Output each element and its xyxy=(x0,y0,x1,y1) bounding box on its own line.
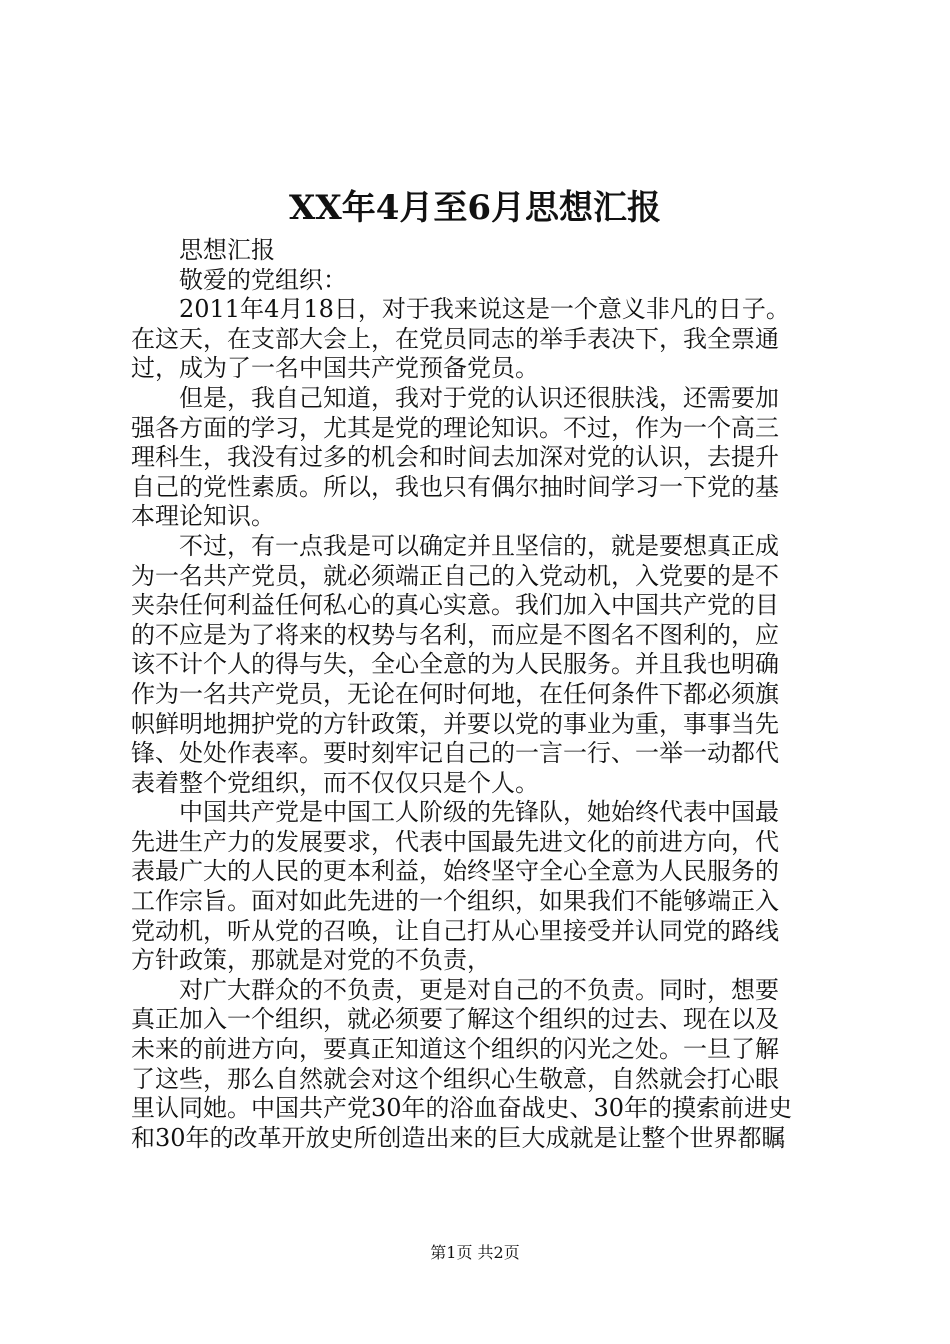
text-line: 真正加入一个组织，就必须要了解这个组织的过去、现在以及 xyxy=(131,1005,779,1034)
text-line: 理科生，我没有过多的机会和时间去加深对党的认识，去提升 xyxy=(131,443,779,472)
text-line: 帜鲜明地拥护党的方针政策，并要以党的事业为重，事事当先 xyxy=(131,709,779,738)
text-line: 的不应是为了将来的权势与名利，而应是不图名不图利的，应 xyxy=(131,620,779,649)
text-line: 表最广大的人民的更本利益，始终坚守全心全意为人民服务的 xyxy=(131,857,779,886)
document-body xyxy=(131,236,828,1153)
text-line: 工作宗旨。面对如此先进的一个组织，如果我们不能够端正入 xyxy=(131,887,779,916)
page-footer: 第1页 共2页 xyxy=(430,1243,520,1262)
text-line: 自己的党性素质。所以，我也只有偶尔抽时间学习一下党的基 xyxy=(131,472,779,501)
text-line: 了这些，那么自然就会对这个组织心生敬意，自然就会打心眼 xyxy=(131,1064,779,1093)
text-line: 敬爱的党组织： xyxy=(131,265,347,294)
text-line: 2011年4月18日，对于我来说这是一个意义非凡的日子。 xyxy=(131,295,790,324)
text-line: 先进生产力的发展要求，代表中国最先进文化的前进方向，代 xyxy=(131,827,779,856)
text-line: 强各方面的学习，尤其是党的理论知识。不过，作为一个高三 xyxy=(131,413,779,442)
text-line: 中国共产党是中国工人阶级的先锋队，她始终代表中国最 xyxy=(131,798,779,827)
text-line: 思想汇报 xyxy=(131,236,275,264)
text-line: 本理论知识。 xyxy=(131,502,275,531)
text-line: 过，成为了一名中国共产党预备党员。 xyxy=(131,354,539,383)
text-line: 锋、处处作表率。要时刻牢记自己的一言一行、一举一动都代 xyxy=(131,739,779,768)
text-line: 和30年的改革开放史所创造出来的巨大成就是让整个世界都瞩 xyxy=(131,1123,786,1152)
text-line: 作为一名共产党员，无论在何时何地，在任何条件下都必须旗 xyxy=(131,679,779,708)
text-line: 为一名共产党员，就必须端正自己的入党动机，入党要的是不 xyxy=(131,561,779,590)
document-title: XX年4月至6月思想汇报 xyxy=(288,188,662,228)
text-line: 里认同她。中国共产党30年的浴血奋战史、30年的摸索前进史 xyxy=(131,1094,793,1123)
text-line: 方针政策，那就是对党的不负责， xyxy=(131,946,491,975)
text-line: 表着整个党组织，而不仅仅只是个人。 xyxy=(131,768,539,797)
text-line: 党动机，听从党的召唤，让自己打从心里接受并认同党的路线 xyxy=(131,916,779,945)
text-line: 对广大群众的不负责，更是对自己的不负责。同时，想要 xyxy=(131,975,779,1004)
text-line: 该不计个人的得与失，全心全意的为人民服务。并且我也明确 xyxy=(131,650,779,679)
text-line: 不过，有一点我是可以确定并且坚信的，就是要想真正成 xyxy=(131,531,779,560)
text-line: 但是，我自己知道，我对于党的认识还很肤浅，还需要加 xyxy=(131,383,779,412)
text-line: 在这天，在支部大会上，在党员同志的举手表决下，我全票通 xyxy=(131,324,779,353)
text-line: 夹杂任何利益任何私心的真心实意。我们加入中国共产党的目 xyxy=(131,591,779,620)
text-line: 未来的前进方向，要真正知道这个组织的闪光之处。一旦了解 xyxy=(131,1035,779,1064)
